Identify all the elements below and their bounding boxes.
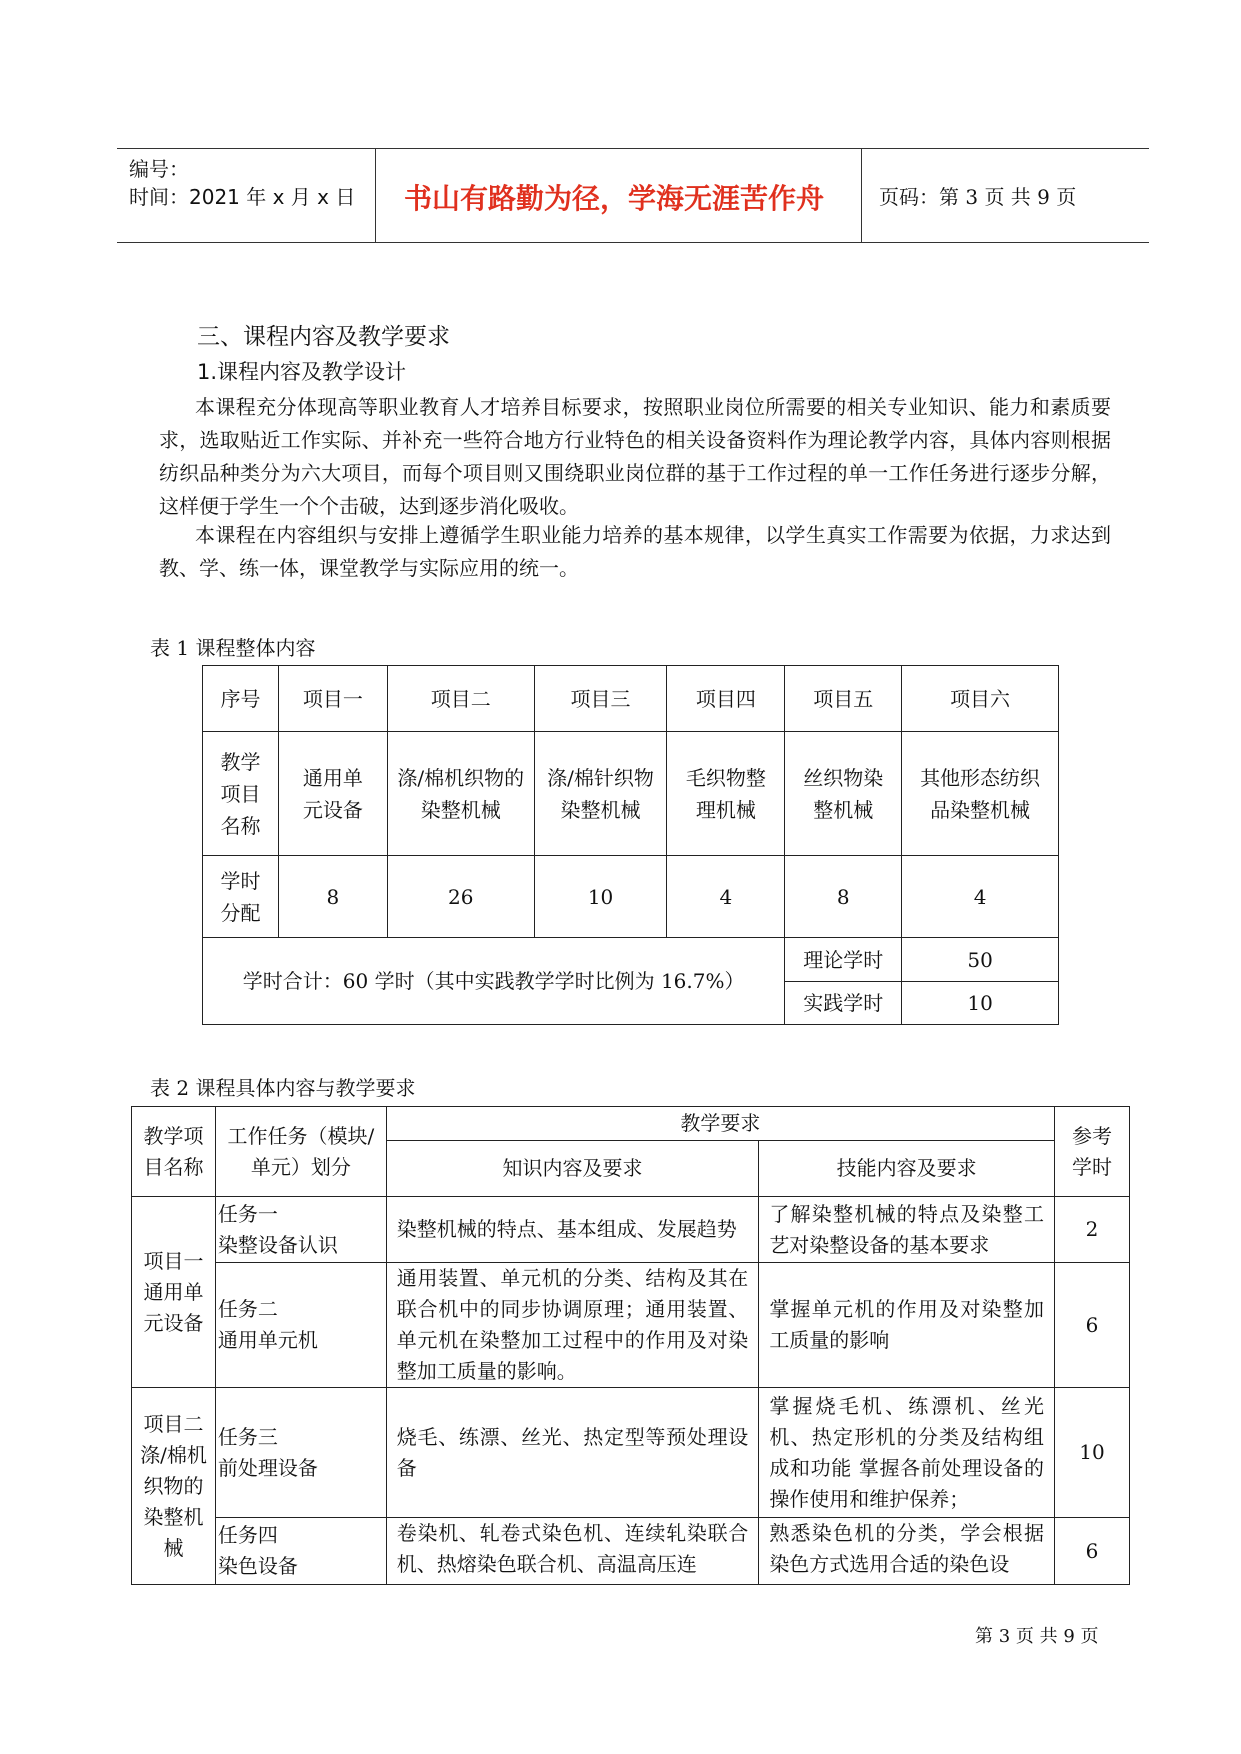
table-cell: 掌握烧毛机、练漂机、丝光机、热定形机的分类及结构组成和功能 掌握各前处理设备的操作使用和维护保养； xyxy=(759,1388,1055,1518)
table2-caption: 表 2 课程具体内容与教学要求 xyxy=(150,1076,416,1100)
table-header-cell: 项目六 xyxy=(902,666,1059,732)
table-header-cell: 知识内容及要求 xyxy=(386,1141,759,1197)
table-row xyxy=(132,1107,1130,1141)
table-cell: 4 xyxy=(667,856,785,938)
table-header-cell: 教学要求 xyxy=(386,1107,1054,1141)
header-time: 时间：2021 年 x 月 x 日 xyxy=(129,185,356,209)
table-cell: 任务二 通用单元机 xyxy=(215,1263,386,1388)
table-cell: 任务一 染整设备认识 xyxy=(215,1197,386,1263)
table-row xyxy=(132,1197,1130,1263)
table-cell: 10 xyxy=(1054,1388,1129,1518)
table-cell: 10 xyxy=(902,982,1059,1025)
table-cell: 6 xyxy=(1054,1518,1129,1585)
table-cell: 其他形态纺织品染整机械 xyxy=(902,732,1059,856)
table-cell: 卷染机、轧卷式染色机、连续轧染联合机、热熔染色联合机、高温高压连 xyxy=(386,1518,759,1585)
table-cell: 了解染整机械的特点及染整工艺对染整设备的基本要求 xyxy=(759,1197,1055,1263)
table-cell: 染整机械的特点、基本组成、发展趋势 xyxy=(386,1197,759,1263)
table-cell: 学时分配 xyxy=(203,856,279,938)
page-header xyxy=(117,148,1149,243)
table-cell: 50 xyxy=(902,938,1059,982)
table-row xyxy=(203,666,1059,732)
table-cell: 8 xyxy=(278,856,387,938)
header-divider xyxy=(375,149,376,242)
table-cell: 26 xyxy=(387,856,534,938)
table-row xyxy=(203,938,1059,982)
table-cell: 任务三 前处理设备 xyxy=(215,1388,386,1518)
table-cell: 丝织物染整机械 xyxy=(785,732,902,856)
header-meta xyxy=(129,155,355,211)
table-cell: 涤/棉针织物染整机械 xyxy=(534,732,667,856)
table-cell: 8 xyxy=(785,856,902,938)
table-header-cell: 参考学时 xyxy=(1054,1107,1129,1197)
table-header-cell: 项目四 xyxy=(667,666,785,732)
table-cell: 任务四 染色设备 xyxy=(215,1518,386,1585)
table-header-cell: 技能内容及要求 xyxy=(759,1141,1055,1197)
table-cell: 通用装置、单元机的分类、结构及其在联合机中的同步协调原理；通用装置、单元机在染整加工过程中的作用及对染整加工质量的影响。 xyxy=(386,1263,759,1388)
course-overview-table xyxy=(202,665,1059,1025)
table-row xyxy=(132,1518,1130,1585)
header-number: 编号： xyxy=(129,157,189,181)
table-row xyxy=(203,856,1059,938)
table-cell: 熟悉染色机的分类，学会根据染色方式选用合适的染色设 xyxy=(759,1518,1055,1585)
section-title: 三、课程内容及教学要求 xyxy=(197,324,450,350)
header-divider xyxy=(861,149,862,242)
table-cell: 实践学时 xyxy=(785,982,902,1025)
header-page-number: 页码：第 3 页 共 9 页 xyxy=(879,185,1077,209)
table-cell: 6 xyxy=(1054,1263,1129,1388)
paragraph: 本课程充分体现高等职业教育人才培养目标要求，按照职业岗位所需要的相关专业知识、能力和素质要求，选取贴近工作实际、并补充一些符合地方行业特色的相关设备资料作为理论教学内容，具体内容则根据纺织品种类分为六大项目，而每个项目则又围绕职业岗位群的基于工作过程的单一工作任务进行逐步分解，这样便于学生一个个击破，达到逐步消化吸收。 xyxy=(159,395,1111,518)
table-cell: 通用单元设备 xyxy=(278,732,387,856)
table-header-cell: 工作任务（模块/单元）划分 xyxy=(215,1107,386,1197)
table-cell: 项目一通用单元设备 xyxy=(132,1197,216,1388)
table-cell: 项目二涤/棉机织物的染整机械 xyxy=(132,1388,216,1585)
table-header-cell: 项目五 xyxy=(785,666,902,732)
table-cell-total: 学时合计：60 学时（其中实践教学学时比例为 16.7%） xyxy=(203,938,785,1025)
table-cell: 毛织物整理机械 xyxy=(667,732,785,856)
paragraph: 本课程在内容组织与安排上遵循学生职业能力培养的基本规律，以学生真实工作需要为依据，力求达到教、学、练一体，课堂教学与实际应用的统一。 xyxy=(159,523,1111,580)
table-cell: 掌握单元机的作用及对染整加工质量的影响 xyxy=(759,1263,1055,1388)
table-header-cell: 序号 xyxy=(203,666,279,732)
table-cell: 2 xyxy=(1054,1197,1129,1263)
subsection-title: 1.课程内容及教学设计 xyxy=(197,360,407,384)
table-cell: 涤/棉机织物的染整机械 xyxy=(387,732,534,856)
table1-caption: 表 1 课程整体内容 xyxy=(150,636,316,660)
table-header-cell: 项目三 xyxy=(534,666,667,732)
table-cell: 理论学时 xyxy=(785,938,902,982)
table-header-cell: 项目二 xyxy=(387,666,534,732)
table-row xyxy=(203,732,1059,856)
table-cell: 烧毛、练漂、丝光、热定型等预处理设备 xyxy=(386,1388,759,1518)
table-cell: 10 xyxy=(534,856,667,938)
page-footer: 第 3 页 共 9 页 xyxy=(975,1626,1099,1647)
course-detail-table xyxy=(131,1106,1130,1585)
table-header-cell: 教学项目名称 xyxy=(132,1107,216,1197)
header-motto: 书山有路勤为径，学海无涯苦作舟 xyxy=(403,182,824,215)
table-cell: 教学项目名称 xyxy=(203,732,279,856)
table-header-cell: 项目一 xyxy=(278,666,387,732)
table-cell: 4 xyxy=(902,856,1059,938)
table-row xyxy=(132,1388,1130,1518)
table-row xyxy=(132,1263,1130,1388)
